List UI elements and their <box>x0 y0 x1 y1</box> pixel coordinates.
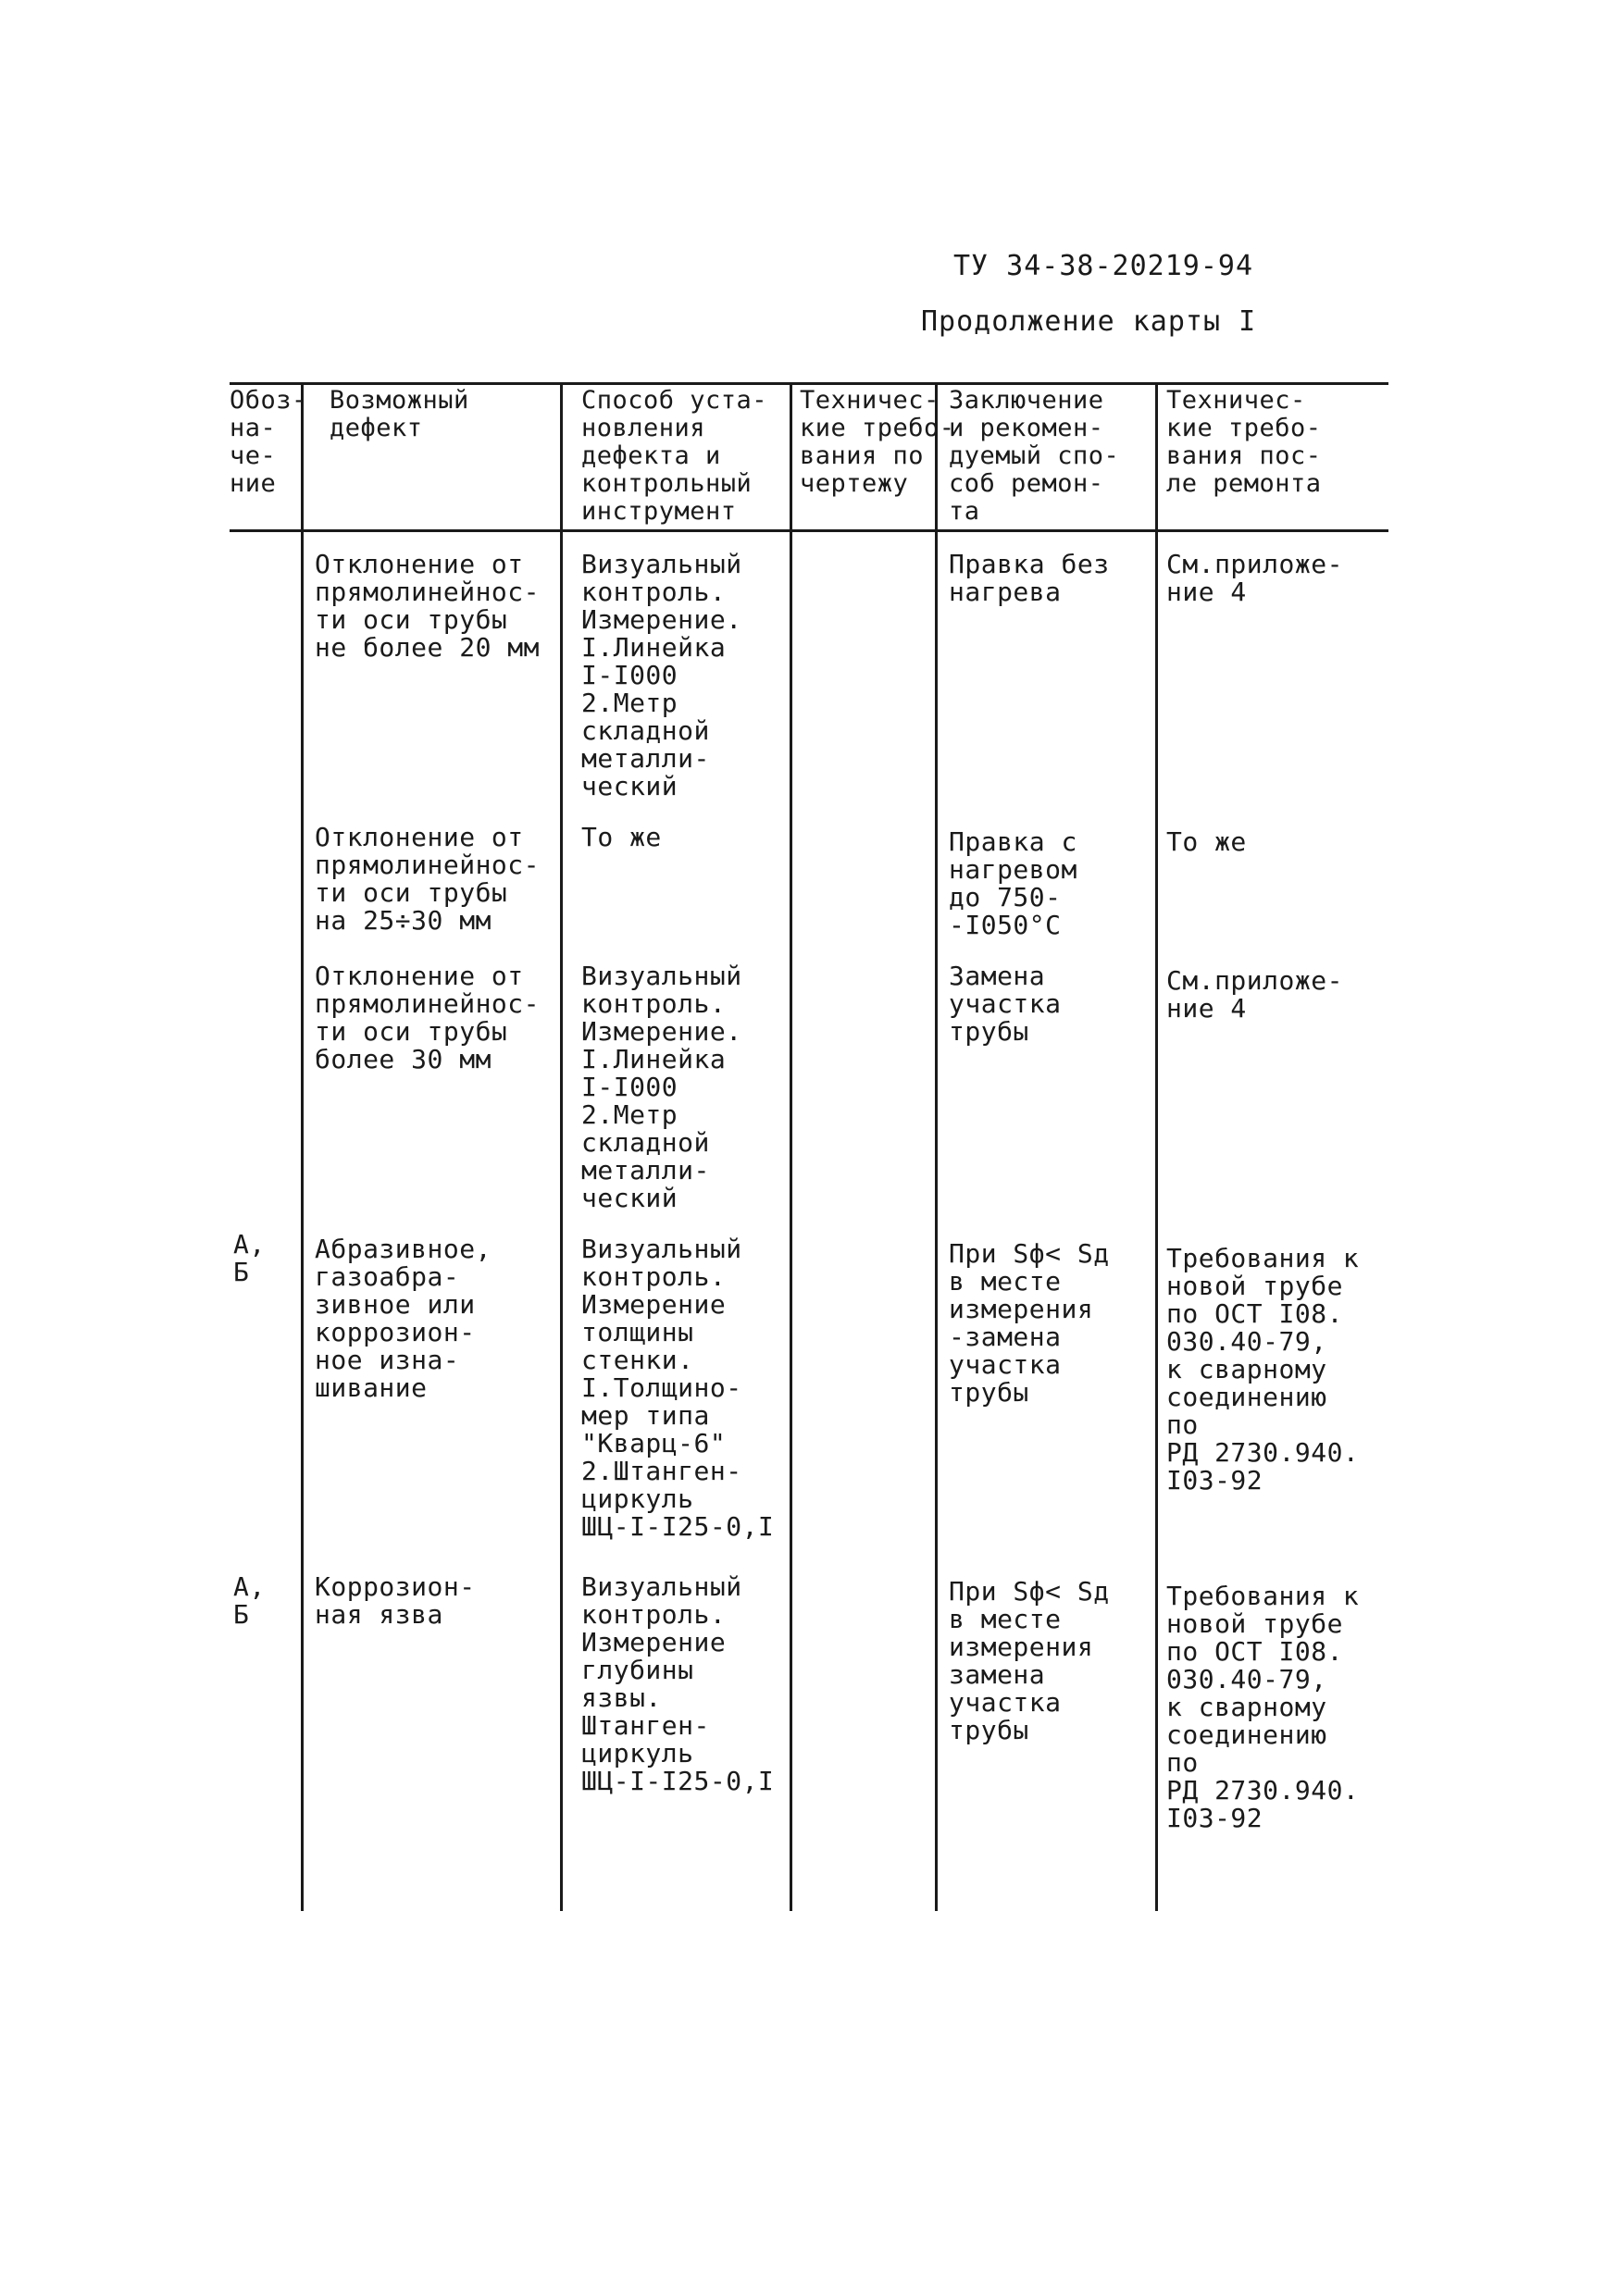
cell-designation: А, Б <box>233 1571 266 1630</box>
cell-conclusion: Правка с нагревом до 750- -I050°С <box>949 826 1077 940</box>
cell-method: Визуальный контроль. Измерение глубины язвы. Штанген- циркуль ШЦ-I-I25-0,I <box>581 1571 775 1796</box>
column-header-method: Способ уста- новления дефекта и контрольный инструмент <box>581 386 768 526</box>
cell-after-repair: См.приложе- ние 4 <box>1166 549 1343 607</box>
cell-defect: Отклонение от прямолинейнос- ти оси трубы на 25÷30 мм <box>315 822 541 936</box>
column-header-conclusion: Заключение и рекомен- дуемый спо- соб ремон- та <box>949 386 1120 526</box>
cell-method: То же <box>581 822 662 852</box>
cell-conclusion: При Sф< Sд в месте измерения замена участка трубы <box>949 1576 1110 1745</box>
cell-method: Визуальный контроль. Измерение толщины стенки. I.Толщино- мер типа "Кварц-6" 2.Штанген- циркуль ШЦ-I-I25-0,I <box>581 1234 775 1542</box>
column-divider <box>560 382 563 1911</box>
column-divider <box>790 382 792 1911</box>
cell-after-repair: Требования к новой трубе по ОСТ I08. 030.40-79, к сварному соединению по РД 2730.940. I03-92 <box>1166 1581 1360 1833</box>
table-top-rule <box>230 382 1388 385</box>
cell-conclusion: При Sф< Sд в месте измерения -замена участка трубы <box>949 1238 1110 1408</box>
column-header-after-repair: Техничес- кие требо- вания пос- ле ремонта <box>1166 386 1322 498</box>
column-header-defect: Возможный дефект <box>330 386 469 442</box>
cell-after-repair: См.приложе- ние 4 <box>1166 965 1343 1024</box>
column-header-designation: Обоз- на- че- ние <box>230 386 307 498</box>
document-code: ТУ 34-38-20219-94 <box>953 250 1254 282</box>
cell-method: Визуальный контроль. Измерение. I.Линейка I-I000 2.Метр складной металли- ческий <box>581 549 742 801</box>
cell-designation: А, Б <box>233 1229 266 1287</box>
cell-conclusion: Правка без нагрева <box>949 549 1110 607</box>
column-header-drawing-requirements: Техничес- кие требо- вания по чертежу <box>800 386 955 498</box>
cell-method: Визуальный контроль. Измерение. I.Линейка I-I000 2.Метр складной металли- ческий <box>581 961 742 1213</box>
cell-after-repair: То же <box>1166 826 1247 857</box>
cell-conclusion: Замена участка трубы <box>949 961 1062 1047</box>
cell-defect: Абразивное, газоабра- зивное или коррозион- ное изна- шивание <box>315 1234 492 1403</box>
header-bottom-rule <box>230 529 1388 532</box>
column-divider <box>1155 382 1158 1911</box>
cell-after-repair: Требования к новой трубе по ОСТ I08. 030.40-79, к сварному соединению по РД 2730.940. I03-92 <box>1166 1243 1360 1496</box>
cell-defect: Коррозион- ная язва <box>315 1571 476 1630</box>
column-divider <box>935 382 938 1911</box>
cell-defect: Отклонение от прямолинейнос- ти оси трубы более 30 мм <box>315 961 541 1074</box>
column-divider <box>301 382 304 1911</box>
cell-defect: Отклонение от прямолинейнос- ти оси трубы не более 20 мм <box>315 549 541 663</box>
continuation-label: Продолжение карты I <box>921 305 1257 338</box>
